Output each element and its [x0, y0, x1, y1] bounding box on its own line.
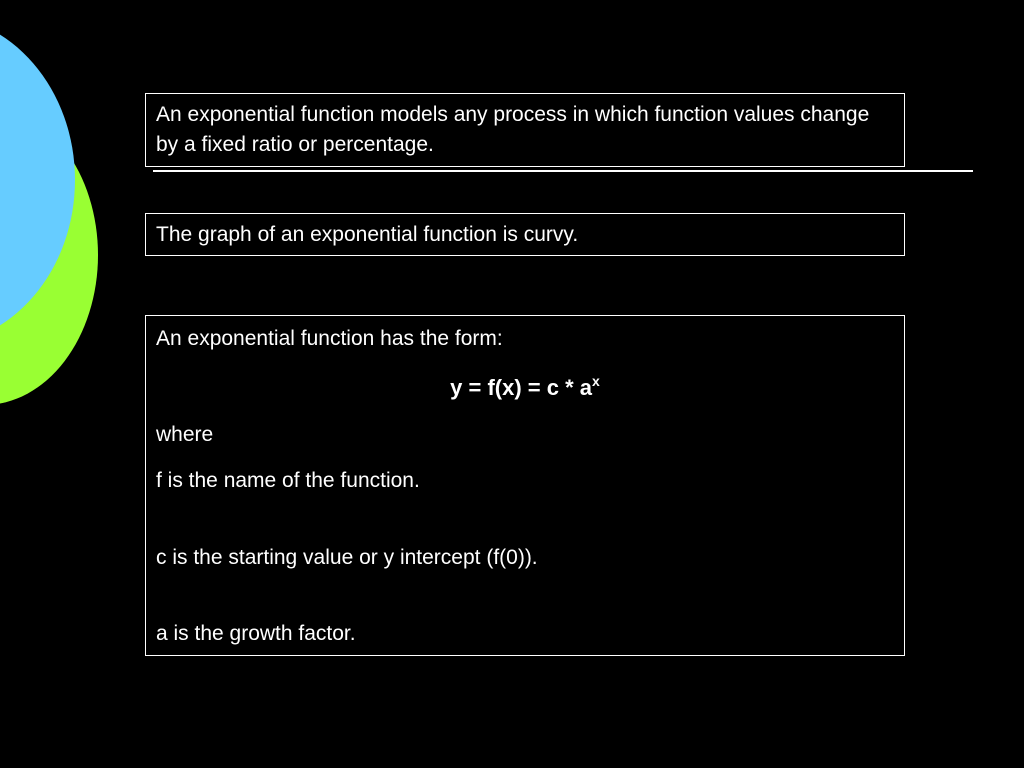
- definition-c: c is the starting value or y intercept (f(0)).: [156, 546, 538, 569]
- where-label: where: [156, 423, 214, 446]
- graph-text: The graph of an exponential function is curvy.: [156, 223, 579, 246]
- formula-base: y = f(x) = c * a: [450, 375, 593, 400]
- formula: [146, 373, 904, 403]
- divider-line: [153, 170, 973, 172]
- definition-f: f is the name of the function.: [156, 469, 420, 492]
- intro-text: An exponential function models any process in which function values change by a fixed ratio or percentage.: [156, 103, 870, 156]
- formula-exponent: x: [592, 373, 600, 389]
- form-definition-box: [145, 315, 905, 656]
- intro-text-box: [145, 93, 905, 167]
- definition-a: a is the growth factor.: [156, 622, 356, 645]
- graph-text-box: [145, 213, 905, 256]
- form-heading: An exponential function has the form:: [156, 327, 503, 350]
